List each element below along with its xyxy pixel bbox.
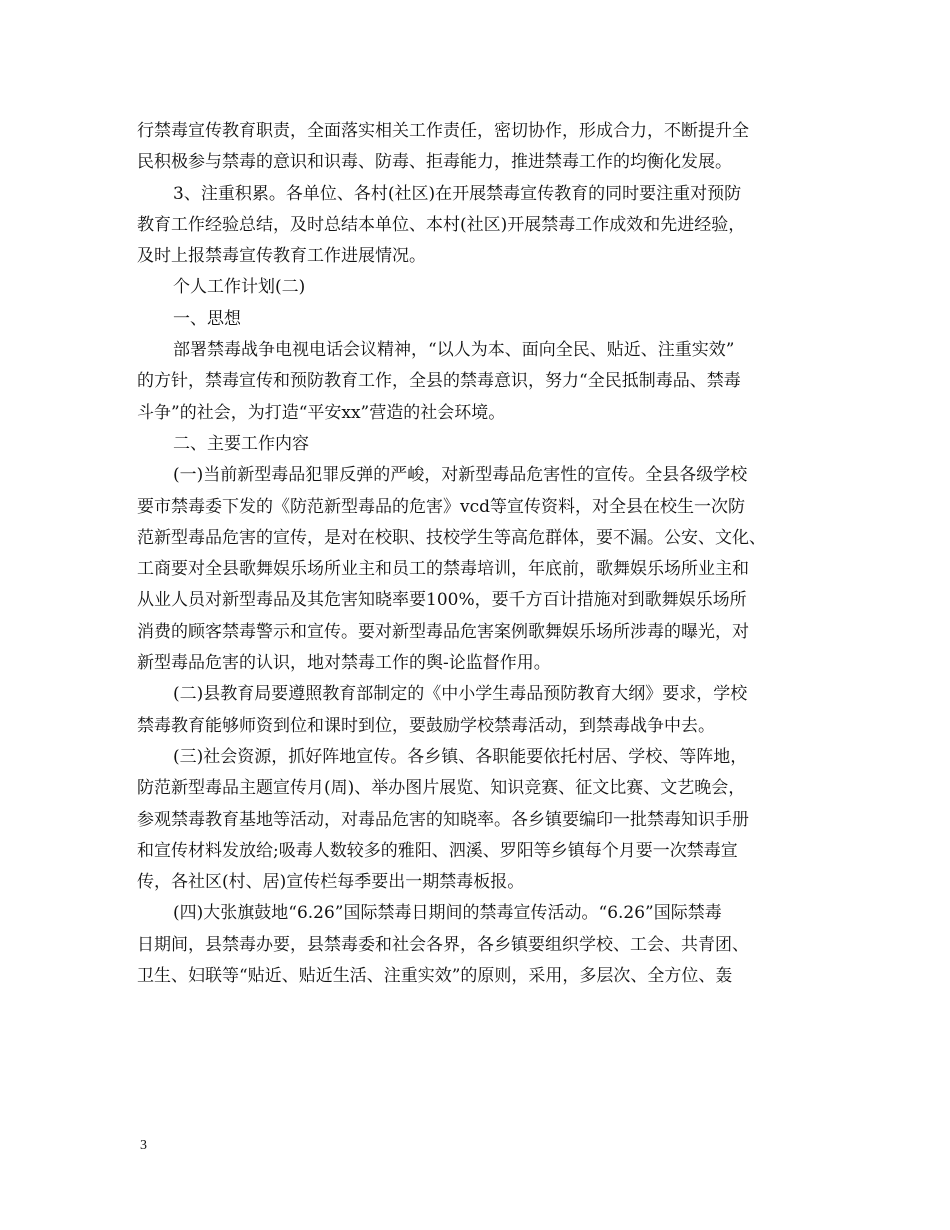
text-line: (二)县教育局要遵照教育部制定的《中小学生毒品预防教育大纲》要求，学校 (173, 684, 748, 705)
page-number: 3 (140, 1138, 147, 1153)
text-line: 教育工作经验总结，及时总结本单位、本村(社区)开展禁毒工作成效和先进经验， (137, 214, 746, 235)
text-line: 防范新型毒品主题宣传月(周)、举办图片展览、知识竞赛、征文比赛、文艺晚会， (137, 778, 746, 799)
text-line: 卫生、妇联等“贴近、贴近生活、注重实效”的原则，采用，多层次、全方位、轰 (137, 966, 733, 987)
text-line: 二、主要工作内容 (173, 433, 309, 454)
text-line: 3、注重积累。各单位、各村(社区)在开展禁毒宣传教育的同时要注重对预防 (173, 183, 742, 204)
text-line: 一、思想 (173, 308, 241, 329)
text-line: (四)大张旗鼓地“6.26”国际禁毒日期间的禁毒宣传活动。“6.26”国际禁毒 (173, 903, 722, 924)
text-line: 从业人员对新型毒品及其危害知晓率要100%，要千方百计措施对到歌舞娱乐场所 (137, 590, 747, 611)
text-line: 要市禁毒委下发的《防范新型毒品的危害》vcd等宣传资料，对全县在校生一次防 (137, 496, 746, 517)
text-line: 行禁毒宣传教育职责，全面落实相关工作责任，密切协作，形成合力，不断提升全 (137, 121, 749, 141)
text-line: 部署禁毒战争电视电话会议精神，“以人为本、面向全民、贴近、注重实效” (173, 340, 735, 361)
text-line: 参观禁毒教育基地等活动，对毒品危害的知晓率。各乡镇要编印一批禁毒知识手册 (137, 809, 749, 830)
document-body (137, 116, 817, 992)
text-line: 传，各社区(村、居)宣传栏每季要出一期禁毒板报。 (137, 872, 525, 893)
text-line: 日期间，县禁毒办要，县禁毒委和社会各界，各乡镇要组织学校、工会、共青团、 (137, 934, 749, 955)
text-line: (三)社会资源，抓好阵地宣传。各乡镇、各职能要依托村居、学校、等阵地， (173, 746, 748, 767)
text-line: 个人工作计划(二) (173, 277, 306, 298)
text-line: (一)当前新型毒品犯罪反弹的严峻，对新型毒品危害性的宣传。全县各级学校 (173, 465, 748, 486)
text-line: 新型毒品危害的认识，地对禁毒工作的舆-论监督作用。 (137, 653, 551, 674)
text-line: 和宣传材料发放给;吸毒人数较多的雅阳、泗溪、罗阳等乡镇每个月要一次禁毒宣 (137, 840, 738, 861)
text-line: 及时上报禁毒宣传教育工作进展情况。 (137, 246, 426, 267)
text-line: 民积极参与禁毒的意识和识毒、防毒、拒毒能力，推进禁毒工作的均衡化发展。 (137, 152, 732, 173)
text-line: 范新型毒品危害的宣传，是对在校职、技校学生等高危群体，要不漏。公安、文化、 (137, 527, 766, 548)
text-line: 的方针，禁毒宣传和预防教育工作，全县的禁毒意识，努力“全民抵制毒品、禁毒 (137, 371, 741, 392)
text-line: 消费的顾客禁毒警示和宣传。要对新型毒品危害案例歌舞娱乐场所涉毒的曝光，对 (137, 621, 749, 642)
text-line: 斗争”的社会，为打造“平安xx”营造的社会环境。 (137, 402, 506, 423)
body-text (137, 116, 817, 992)
text-line: 禁毒教育能够师资到位和课时到位，要鼓励学校禁毒活动，到禁毒战争中去。 (137, 715, 715, 736)
text-line: 工商要对全县歌舞娱乐场所业主和员工的禁毒培训，年底前，歌舞娱乐场所业主和 (137, 559, 749, 580)
